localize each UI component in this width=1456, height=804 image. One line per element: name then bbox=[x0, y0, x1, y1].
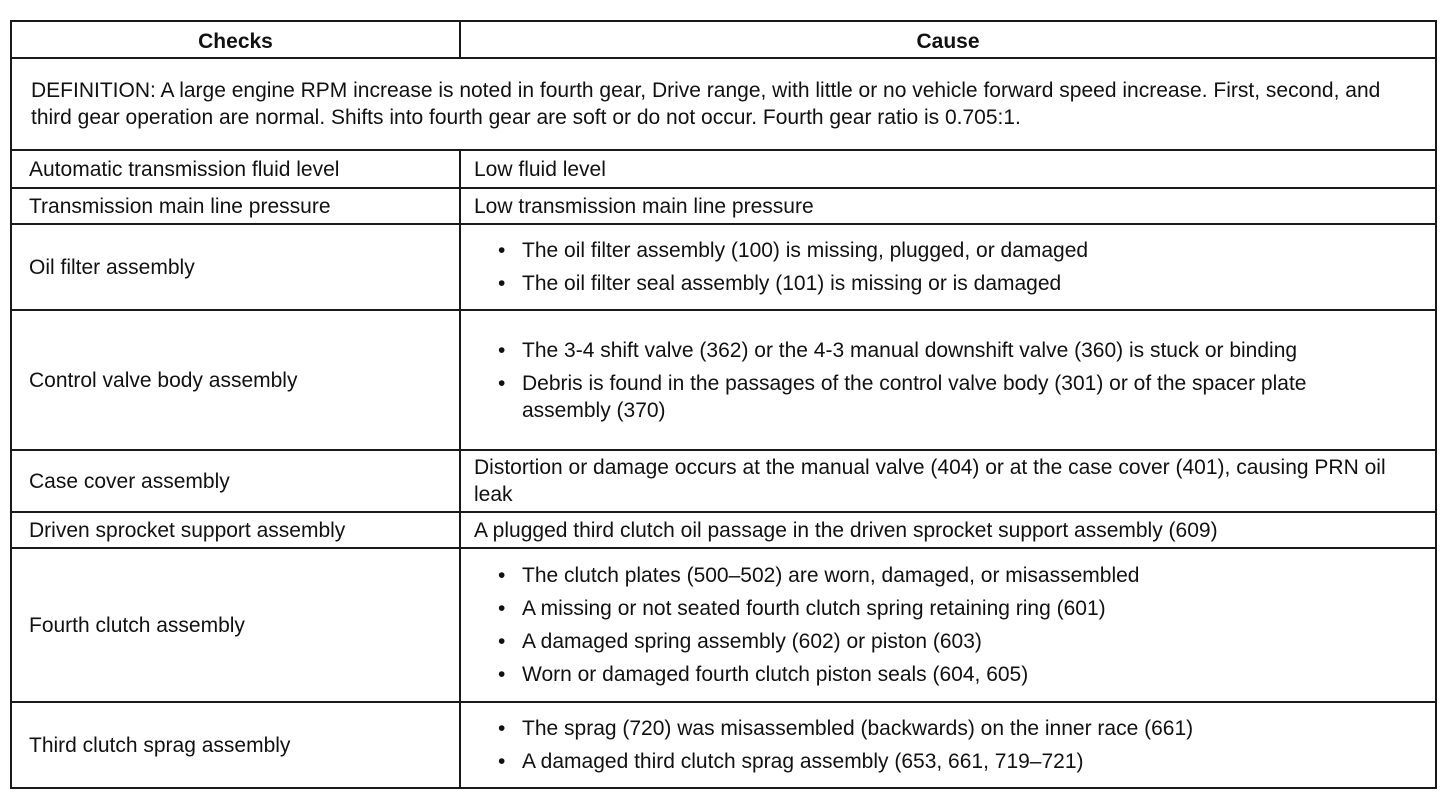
cause-list bbox=[477, 715, 1419, 775]
check-cell: Automatic transmission fluid level bbox=[11, 150, 460, 188]
cause-cell: Low fluid level bbox=[460, 150, 1436, 188]
check-cell: Transmission main line pressure bbox=[11, 188, 460, 224]
cause-item: • The oil filter assembly (100) is missing, plugged, or damaged bbox=[477, 237, 1419, 264]
check-cell: Oil filter assembly bbox=[11, 224, 460, 310]
table-row bbox=[11, 548, 1436, 702]
cause-item: • The 3-4 shift valve (362) or the 4-3 manual downshift valve (360) is stuck or binding bbox=[477, 337, 1379, 364]
definition-text: DEFINITION: A large engine RPM increase is noted in fourth gear, Drive range, with little or no vehicle forward speed increase. First, second, and third gear operation are normal. Shifts into fourth gear are soft or do not occur. Fourth gear ratio is 0.705:1. bbox=[11, 58, 1436, 150]
check-cell: Fourth clutch assembly bbox=[11, 548, 460, 702]
cause-cell: Low transmission main line pressure bbox=[460, 188, 1436, 224]
table-row bbox=[11, 702, 1436, 788]
cause-item: • The clutch plates (500–502) are worn, damaged, or misassembled bbox=[477, 562, 1419, 589]
diagnosis-table bbox=[10, 20, 1437, 789]
table-row bbox=[11, 310, 1436, 450]
table-row bbox=[11, 188, 1436, 224]
cause-item: • A damaged spring assembly (602) or piston (603) bbox=[477, 628, 1419, 655]
cause-list bbox=[477, 562, 1419, 688]
cause-cell: A plugged third clutch oil passage in the driven sprocket support assembly (609) bbox=[460, 512, 1436, 548]
definition-row bbox=[11, 58, 1436, 150]
header-row bbox=[11, 21, 1436, 58]
cause-cell bbox=[460, 548, 1436, 702]
check-cell: Driven sprocket support assembly bbox=[11, 512, 460, 548]
cause-item: • The sprag (720) was misassembled (backwards) on the inner race (661) bbox=[477, 715, 1419, 742]
cause-item: • The oil filter seal assembly (101) is missing or is damaged bbox=[477, 270, 1419, 297]
check-cell: Third clutch sprag assembly bbox=[11, 702, 460, 788]
cause-item: • Debris is found in the passages of the control valve body (301) or of the spacer plate assembly (370) bbox=[477, 370, 1379, 424]
cause-cell bbox=[460, 702, 1436, 788]
checks-header: Checks bbox=[11, 21, 460, 58]
cause-item: • A missing or not seated fourth clutch spring retaining ring (601) bbox=[477, 595, 1419, 622]
table-row bbox=[11, 150, 1436, 188]
cause-item: • A damaged third clutch sprag assembly (653, 661, 719–721) bbox=[477, 748, 1419, 775]
check-cell: Control valve body assembly bbox=[11, 310, 460, 450]
cause-cell bbox=[460, 224, 1436, 310]
check-cell: Case cover assembly bbox=[11, 450, 460, 512]
table-row bbox=[11, 224, 1436, 310]
cause-cell bbox=[460, 310, 1436, 450]
cause-list bbox=[477, 237, 1419, 297]
cause-item: • Worn or damaged fourth clutch piston seals (604, 605) bbox=[477, 661, 1419, 688]
table-row bbox=[11, 450, 1436, 512]
cause-header: Cause bbox=[460, 21, 1436, 58]
cause-list bbox=[477, 337, 1419, 424]
table-row bbox=[11, 512, 1436, 548]
cause-cell: Distortion or damage occurs at the manual valve (404) or at the case cover (401), causing PRN oil leak bbox=[460, 450, 1436, 512]
